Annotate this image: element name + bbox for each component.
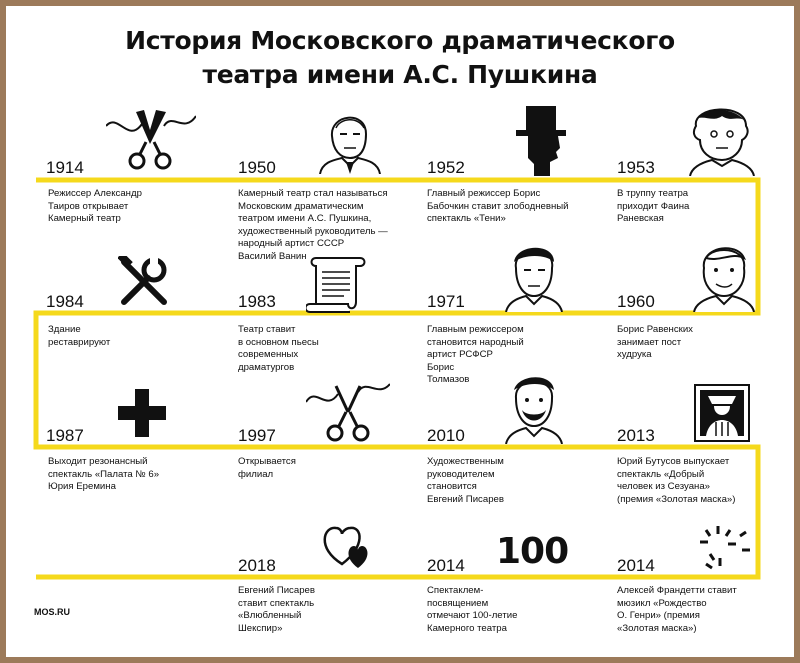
event-text-2014-musical: Алексей Франдетти ставит мюзикл «Рождество О. Генри» (премия «Золотая маска»)	[617, 585, 737, 634]
scroll-icon	[306, 254, 370, 314]
timeline-line	[36, 180, 758, 577]
fireworks-icon	[696, 526, 752, 570]
year-2014-anniversary: 2014	[427, 556, 465, 575]
cross-icon	[118, 389, 166, 437]
year-1971: 1971	[427, 292, 465, 311]
year-1987: 1987	[46, 426, 84, 445]
year-1950: 1950	[238, 158, 276, 177]
title-line-2: театра имени А.С. Пушкина	[202, 60, 598, 89]
tools-icon	[118, 256, 170, 308]
event-text-2014-anniversary: Спектаклем- посвящением отмечают 100-летие Камерного театра	[427, 585, 518, 634]
portrait-icon	[502, 242, 566, 312]
brand-logo: MOS.RU	[34, 607, 70, 617]
event-text-1983: Театр ставит в основном пьесы современных драматургов	[238, 324, 319, 373]
portrait-icon	[692, 240, 756, 312]
event-text-2010: Художественным руководителем становится Евгений Писарев	[427, 456, 504, 505]
event-text-2013: Юрий Бутусов выпускает спектакль «Добрый человек из Сезуана» (премия «Золотая маска»)	[617, 456, 736, 505]
event-text-1987: Выходит резонансный спектакль «Палата № 6» Юрия Еремина	[48, 456, 160, 493]
scissors-icon	[106, 104, 196, 174]
year-1983: 1983	[238, 292, 276, 311]
event-text-1953: В труппу театра приходит Фаина Раневская	[617, 188, 690, 225]
event-text-1950: Камерный театр стал называться Московским драматическим театром имени А.С. Пушкина, художественный руководитель — народный артист СССР Василий Ванин	[238, 188, 388, 262]
scissors-icon	[306, 376, 390, 446]
year-1960: 1960	[617, 292, 655, 311]
hearts-icon	[322, 524, 372, 570]
event-text-1960: Борис Равенских занимает пост худрука	[617, 324, 693, 361]
portrait-icon	[686, 102, 756, 176]
year-2013: 2013	[617, 426, 655, 445]
year-2014-musical: 2014	[617, 556, 655, 575]
top-hat-silhouette-icon	[514, 106, 568, 176]
event-text-1952: Главный режиссер Борис Бабочкин ставит злободневный спектакль «Тени»	[427, 188, 569, 225]
year-1984: 1984	[46, 292, 84, 311]
event-text-1997: Открывается филиал	[238, 456, 296, 480]
poster-icon	[694, 384, 750, 442]
year-1914: 1914	[46, 158, 84, 177]
year-2018: 2018	[238, 556, 276, 575]
portrait-icon	[318, 106, 382, 174]
event-text-1971: Главным режиссером становится народный артист РСФСР Борис Толмазов	[427, 324, 524, 386]
title-line-1: История Московского драматического	[125, 26, 675, 55]
year-2010: 2010	[427, 426, 465, 445]
year-1952: 1952	[427, 158, 465, 177]
year-1953: 1953	[617, 158, 655, 177]
year-1997: 1997	[238, 426, 276, 445]
portrait-icon	[502, 372, 566, 444]
event-text-2018: Евгений Писарев ставит спектакль «Влюбленный Шекспир»	[238, 585, 315, 634]
hundred-icon: 100	[496, 531, 569, 572]
event-text-1914: Режиссер Александр Таиров открывает Камерный театр	[48, 188, 142, 225]
event-text-1984: Здание реставрируют	[48, 324, 111, 348]
